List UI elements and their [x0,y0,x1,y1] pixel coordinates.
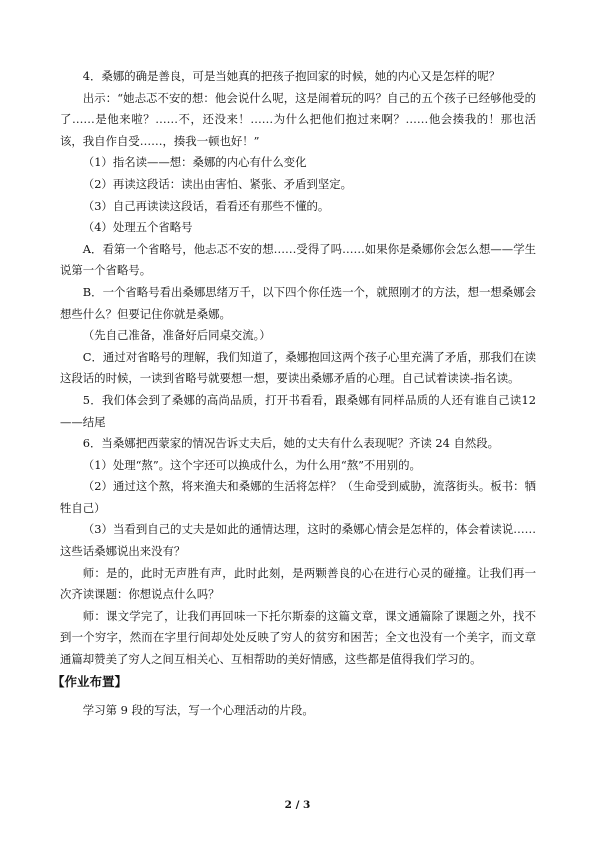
paragraph: A．看第一个省略号，他忐忑不安的想……受得了吗……如果你是桑娜你会怎么想——学生说第一个省略号。 [60,241,536,278]
document-body [52,66,536,721]
paragraph: 6．当桑娜把西蒙家的情况告诉丈夫后，她的丈夫有什么表现呢？齐读 24 自然段。 [82,436,500,451]
page-number: 2 / 3 [284,799,311,811]
paragraph: （4）处理五个省略号 [82,220,193,235]
paragraph: （2）通过这个熬，将来渔夫和桑娜的生活将怎样？（生命受到威胁，流落街头。板书：牺牲自己） [60,479,536,515]
paragraph: （先自己准备，准备好后同桌交流。） [82,328,271,343]
paragraph: 4．桑娜的确是善良，可是当她真的把孩子抱回家的时候，她的内心又是怎样的呢？ [82,69,501,83]
paragraph: 师：课文学完了，让我们再回味一下托尔斯泰的这篇文章，课文通篇除了课题之外，找不到一个穷字，然而在字里行间却处处反映了穷人的贫穷和困苦；全文也没有一个美字，而文章通篇却赞美了穷人之间互相关心、互相帮助的美好情感，这些都是值得我们学习的。 [60,608,536,667]
section-heading: 【作业布置】 [52,673,128,689]
paragraph: （1）处理“熬”。这个字还可以换成什么，为什么用“熬”不用别的。 [82,457,421,472]
paragraph: （1）指名读——想：桑娜的内心有什么变化 [82,155,307,170]
paragraph: （2）再读这段话：读出由害怕、紧张、矛盾到坚定。 [82,176,353,191]
paragraph: B．一个省略号看出桑娜思绪万千，以下四个你任选一个，就照刚才的方法，想一想桑娜会想些什么？但要记住你就是桑娜。 [60,284,536,321]
paragraph: C．通过对省略号的理解，我们知道了，桑娜抱回这两个孩子心里充满了矛盾，那我们在读这段话的时候，一读到省略号就要想一想，要读出桑娜矛盾的心理。自己试着读读-指名读。 [60,349,536,386]
paragraph: 5．我们体会到了桑娜的高尚品质，打开书看看，跟桑娜有同样品质的人还有谁自己读12——结尾 [60,392,536,429]
paragraph: 出示：“她忐忑不安的想：他会说什么呢，这是闹着玩的吗？自己的五个孩子已经够他受的了……是他来啦？……不，还没来！……为什么把他们抱过来啊？……他会揍我的！那也活该，我自作自受……，揍我一顿也好！” [60,90,536,148]
paragraph: （3）自己再读读这段话，看看还有那些不懂的。 [82,198,330,213]
paragraph: （3）当看到自己的丈夫是如此的通情达理，这时的桑娜心情会是怎样的，体会着读说……这些话桑娜说出来没有？ [60,522,536,559]
homework-text: 学习第 9 段的写法，写一个心理活动的片段。 [82,702,314,717]
paragraph: 师：是的，此时无声胜有声，此时此刻，是两颗善良的心在进行心灵的碰撞。让我们再一次齐读课题：你想说点什么吗？ [60,565,536,602]
